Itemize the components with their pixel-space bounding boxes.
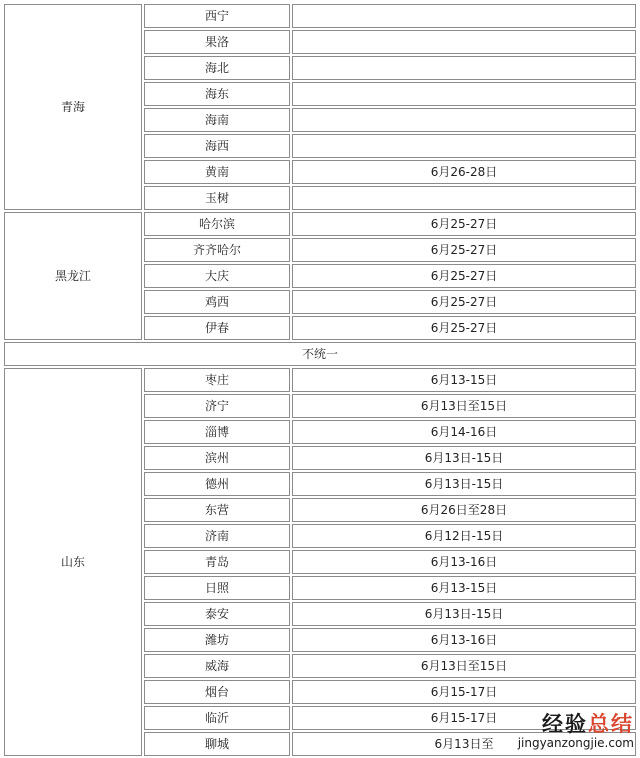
city-cell: 海东 bbox=[144, 82, 290, 106]
city-cell: 聊城 bbox=[144, 732, 290, 756]
date-cell: 6月12日-15日 bbox=[292, 524, 636, 548]
separator-note-cell: 不统一 bbox=[4, 342, 636, 366]
date-cell: 6月26日至28日 bbox=[292, 498, 636, 522]
date-cell bbox=[292, 108, 636, 132]
city-cell: 海西 bbox=[144, 134, 290, 158]
table-row bbox=[4, 4, 636, 28]
date-cell: 6月13日至15日 bbox=[292, 654, 636, 678]
city-cell: 青岛 bbox=[144, 550, 290, 574]
date-cell: 6月25-27日 bbox=[292, 238, 636, 262]
city-cell: 黄南 bbox=[144, 160, 290, 184]
date-cell: 6月13日至15日 bbox=[292, 394, 636, 418]
city-cell: 淄博 bbox=[144, 420, 290, 444]
city-cell: 泰安 bbox=[144, 602, 290, 626]
city-cell: 海南 bbox=[144, 108, 290, 132]
city-cell: 潍坊 bbox=[144, 628, 290, 652]
date-cell bbox=[292, 30, 636, 54]
date-cell bbox=[292, 134, 636, 158]
date-cell bbox=[292, 186, 636, 210]
city-cell: 威海 bbox=[144, 654, 290, 678]
date-cell bbox=[292, 82, 636, 106]
city-cell: 齐齐哈尔 bbox=[144, 238, 290, 262]
province-cell: 山东 bbox=[4, 368, 142, 756]
city-cell: 日照 bbox=[144, 576, 290, 600]
table-row bbox=[4, 212, 636, 236]
city-cell: 海北 bbox=[144, 56, 290, 80]
date-cell: 6月13-15日 bbox=[292, 576, 636, 600]
city-cell: 临沂 bbox=[144, 706, 290, 730]
province-cell: 青海 bbox=[4, 4, 142, 210]
date-cell: 6月15-17日 bbox=[292, 680, 636, 704]
city-cell: 玉树 bbox=[144, 186, 290, 210]
date-cell: 6月13-16日 bbox=[292, 550, 636, 574]
date-cell: 6月25-27日 bbox=[292, 264, 636, 288]
table-row bbox=[4, 342, 636, 366]
date-cell: 6月13日-15日 bbox=[292, 446, 636, 470]
date-cell: 6月13-15日 bbox=[292, 368, 636, 392]
watermark-url: jingyanzongjie.com bbox=[517, 736, 634, 750]
date-cell bbox=[292, 4, 636, 28]
date-cell: 6月13日至 bbox=[292, 732, 636, 756]
date-cell: 6月13日-15日 bbox=[292, 472, 636, 496]
date-cell: 6月13日-15日 bbox=[292, 602, 636, 626]
date-cell: 6月25-27日 bbox=[292, 316, 636, 340]
date-cell: 6月25-27日 bbox=[292, 212, 636, 236]
date-cell: 6月15-17日 bbox=[292, 706, 636, 730]
date-cell: 6月26-28日 bbox=[292, 160, 636, 184]
schedule-table bbox=[2, 2, 638, 758]
city-cell: 鸡西 bbox=[144, 290, 290, 314]
date-cell: 6月13-16日 bbox=[292, 628, 636, 652]
province-cell: 黑龙江 bbox=[4, 212, 142, 340]
city-cell: 烟台 bbox=[144, 680, 290, 704]
city-cell: 济南 bbox=[144, 524, 290, 548]
city-cell: 济宁 bbox=[144, 394, 290, 418]
schedule-table-body bbox=[4, 4, 636, 756]
city-cell: 东营 bbox=[144, 498, 290, 522]
city-cell: 滨州 bbox=[144, 446, 290, 470]
city-cell: 果洛 bbox=[144, 30, 290, 54]
city-cell: 西宁 bbox=[144, 4, 290, 28]
date-cell: 6月14-16日 bbox=[292, 420, 636, 444]
watermark-title: 经验总结 bbox=[542, 712, 634, 736]
city-cell: 伊春 bbox=[144, 316, 290, 340]
date-cell bbox=[292, 56, 636, 80]
city-cell: 哈尔滨 bbox=[144, 212, 290, 236]
date-cell: 6月25-27日 bbox=[292, 290, 636, 314]
city-cell: 枣庄 bbox=[144, 368, 290, 392]
city-cell: 大庆 bbox=[144, 264, 290, 288]
table-row bbox=[4, 368, 636, 392]
city-cell: 德州 bbox=[144, 472, 290, 496]
